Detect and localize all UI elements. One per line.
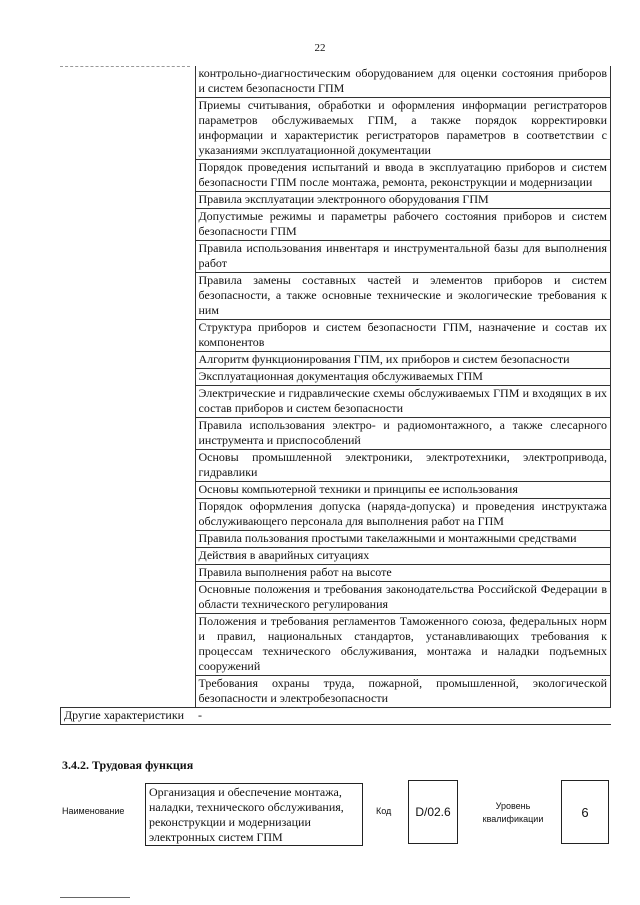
other-characteristics-value: - <box>195 708 611 725</box>
table-cell: Требования охраны труда, пожарной, промышленной, экологической безопасности и электробезопасности <box>195 676 611 708</box>
table-cell: Основы промышленной электроники, электротехники, электропривода, гидравлики <box>195 450 611 482</box>
level-box <box>561 780 609 844</box>
table-cell: Алгоритм функционирования ГПМ, их приборов и систем безопасности <box>195 352 611 369</box>
table-cell: Правила эксплуатации электронного оборудования ГПМ <box>195 192 611 209</box>
table-cell: Допустимые режимы и параметры рабочего состояния приборов и систем безопасности ГПМ <box>195 209 611 241</box>
level-value: 6 <box>581 804 589 820</box>
table-cell: Структура приборов и систем безопасности ГПМ, назначение и состав их компонентов <box>195 320 611 352</box>
requirements-table <box>60 66 611 725</box>
table-cell: Порядок оформления допуска (наряда-допуска) и проведения инструктажа обслуживающего персонала для выполнения работ на ГПМ <box>195 499 611 531</box>
left-column <box>61 66 196 708</box>
page-number: 22 <box>314 42 326 54</box>
level-label: Уровень квалификации <box>482 801 544 824</box>
other-characteristics-row <box>61 708 611 725</box>
table-cell: Эксплуатационная документация обслуживаемых ГПМ <box>195 369 611 386</box>
code-label: Код <box>376 806 392 816</box>
table-cell: Основные положения и требования законодательства Российской Федерации в области технического регулирования <box>195 582 611 614</box>
code-value: D/02.6 <box>415 805 451 819</box>
table-row <box>61 66 611 98</box>
table-cell: Основы компьютерной техники и принципы ее использования <box>195 482 611 499</box>
table-cell: Порядок проведения испытаний и ввода в эксплуатацию приборов и систем безопасности ГПМ после монтажа, ремонта, реконструкции и модернизации <box>195 160 611 192</box>
table-cell: контрольно-диагностическим оборудованием для оценки состояния приборов и систем безопасности ГПМ <box>195 66 611 98</box>
table-cell: Правила замены составных частей и элементов приборов и систем безопасности, а также основные технические и экологические требования к ним <box>195 273 611 320</box>
other-characteristics-label: Другие характеристики <box>61 708 196 725</box>
function-name-box: Организация и обеспечение монтажа, наладки, технического обслуживания, реконструкции и модернизации электронных систем ГПМ <box>145 783 363 846</box>
table-cell: Правила использования инвентаря и инструментальной базы для выполнения работ <box>195 241 611 273</box>
table-cell: Электрические и гидравлические схемы обслуживаемых ГПМ и входящих в их состав приборов и систем безопасности <box>195 386 611 418</box>
table-cell: Правила выполнения работ на высоте <box>195 565 611 582</box>
table-cell: Правила использования электро- и радиомонтажного, а также слесарного инструмента и приспособлений <box>195 418 611 450</box>
table-cell: Правила пользования простыми такелажными и монтажными средствами <box>195 531 611 548</box>
table-cell: Положения и требования регламентов Таможенного союза, федеральных норм и правил, национальных стандартов, устанавливающих требования к процессам технического обслуживания, монтажа и наладки подъемных сооружений <box>195 614 611 676</box>
bottom-divider <box>60 897 130 898</box>
section-title: 3.4.2. Трудовая функция <box>62 758 194 772</box>
table-cell: Действия в аварийных ситуациях <box>195 548 611 565</box>
name-label: Наименование <box>62 806 125 816</box>
code-box <box>408 780 458 844</box>
table-cell: Приемы считывания, обработки и оформления информации регистраторов параметров обслуживаемых ГПМ, а также порядок корректировки информации и характеристик регистраторов параметров в соответствии с указаниями эксплуатационной документации <box>195 98 611 160</box>
